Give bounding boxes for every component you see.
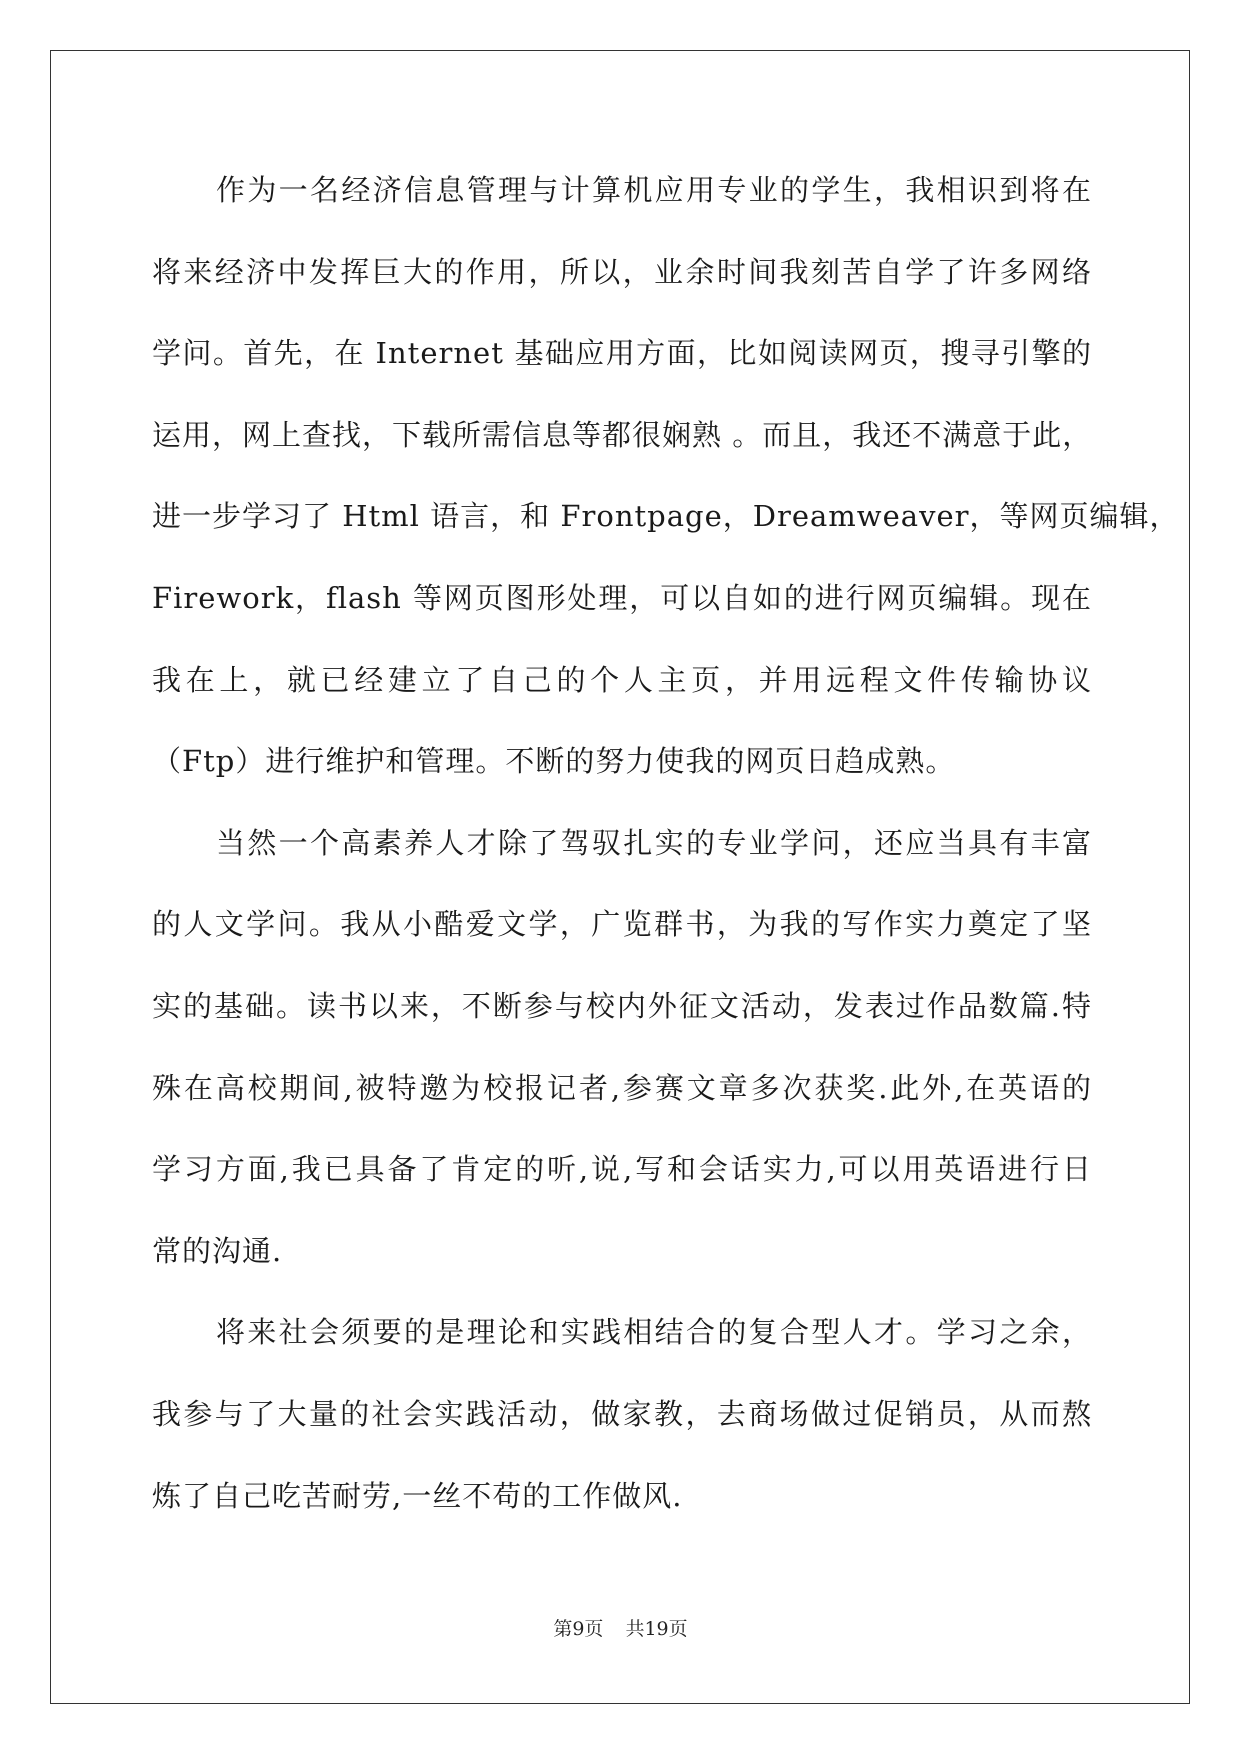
page-footer [0,1614,1241,1641]
paragraph-2-line-6: 常的沟通. [152,1233,283,1268]
paragraph-2-line-4: 殊在高校期间,被特邀为校报记者,参赛文章多次获奖.此外,在英语的 [152,1070,1092,1105]
document-body [152,160,1180,1547]
paragraph-2-line-3: 实的基础。读书以来，不断参与校内外征文活动，发表过作品数篇.特 [152,988,1092,1023]
paragraph-1-line-1: 作为一名经济信息管理与计算机应用专业的学生，我相识到将在 [216,173,1092,207]
paragraph-3-line-1: 将来社会须要的是理论和实践相结合的复合型人才。学习之余， [216,1315,1092,1350]
paragraph-1-line-4: 运用，网上查找，下载所需信息等都很娴熟 。而且，我还不满意于此， [152,417,1093,452]
paragraph-3-line-3: 炼了自己吃苦耐劳,一丝不苟的工作做风. [152,1478,683,1513]
paragraph-1-line-2: 将来经济中发挥巨大的作用，所以，业余时间我刻苦自学了许多网络 [152,254,1092,289]
paragraph-1-line-5: 进一步学习了 Html 语言，和 Frontpage，Dreamweaver，等网页编辑， [152,499,1180,534]
paragraph-2-line-1: 当然一个高素养人才除了驾驭扎实的专业学问，还应当具有丰富 [216,825,1092,860]
page-number: 第9页 [553,1618,604,1640]
paragraph-1-line-8: （Ftp）进行维护和管理。不断的努力使我的网页日趋成熟。 [152,744,956,779]
paragraph-2-line-2: 的人文学问。我从小酷爱文学，广览群书，为我的写作实力奠定了坚 [152,907,1092,942]
paragraph-2-line-5: 学习方面,我已具备了肯定的听,说,写和会话实力,可以用英语进行日 [152,1152,1092,1187]
paragraph-1-line-7: 我在上，就已经建立了自己的个人主页，并用远程文件传输协议 [152,662,1092,697]
total-pages: 共19页 [625,1618,688,1640]
paragraph-3-line-2: 我参与了大量的社会实践活动，做家教，去商场做过促销员，从而熬 [152,1396,1092,1431]
paragraph-1-line-3: 学问。首先，在 Internet 基础应用方面，比如阅读网页，搜寻引擎的 [152,336,1092,371]
paragraph-1-line-6: Firework，flash 等网页图形处理，可以自如的进行网页编辑。现在 [152,580,1092,615]
